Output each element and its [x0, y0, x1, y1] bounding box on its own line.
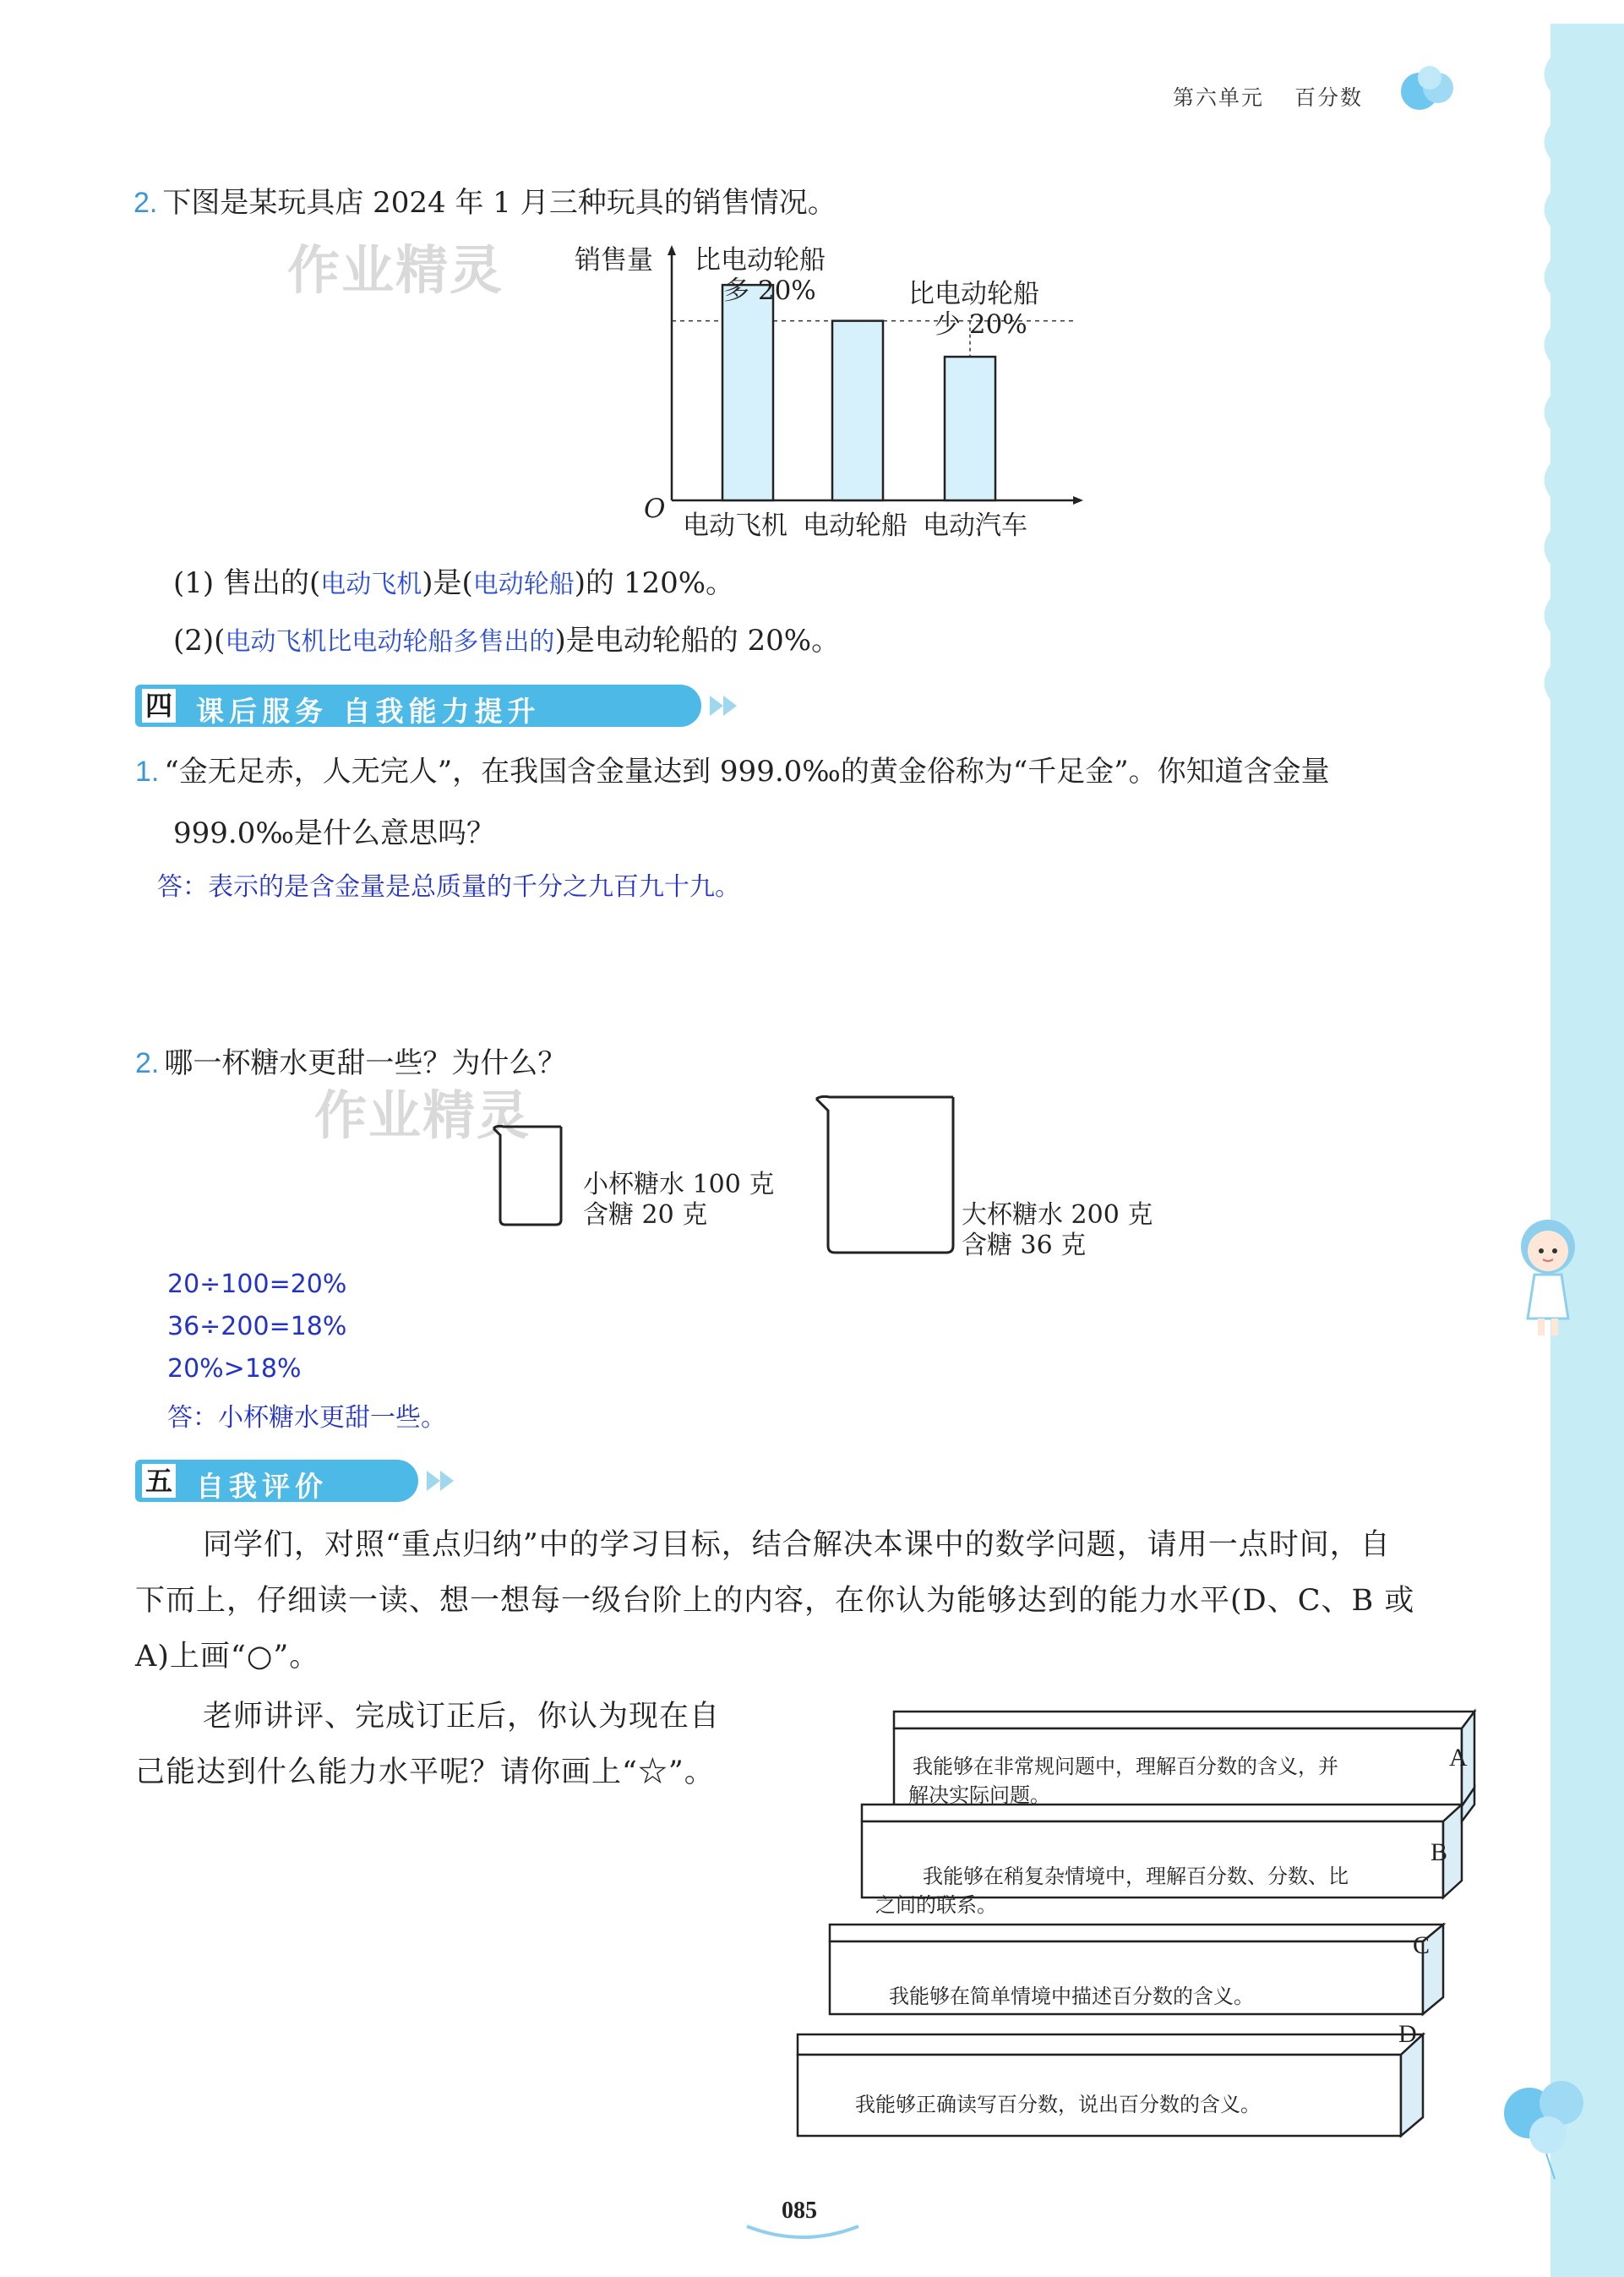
section-5-banner	[135, 1460, 473, 1502]
step-b-letter: B	[1431, 1838, 1448, 1866]
category-label-car: 电动汽车	[923, 511, 1027, 541]
arrow-icon	[723, 696, 737, 716]
page-number-ornament	[744, 2223, 862, 2243]
answer-blank-2: 电动轮船	[472, 570, 575, 599]
small-cup-icon	[488, 1120, 573, 1230]
para-line: 同学们，对照“重点归纳”中的学习目标，结合解决本课中的数学问题，请用一点时间，自	[203, 1528, 1391, 1562]
y-axis-label: 销售量	[575, 245, 653, 276]
balloon-icon	[1496, 2062, 1597, 2181]
topic-label: 百分数	[1294, 85, 1363, 110]
girl-mascot-icon	[1506, 1209, 1590, 1344]
section-title: 自我评价	[196, 1470, 328, 1503]
para-line: A)上画“○”。	[135, 1640, 320, 1674]
para-line: 下而上，仔细读一读、想一想每一级台阶上的内容，在你认为能够达到的能力水平(D、C、B 或	[135, 1584, 1415, 1618]
s4-question-1-line1	[135, 748, 1330, 789]
bar-1	[722, 285, 773, 500]
annotation-plane-line2: 多 20%	[723, 276, 816, 306]
category-label-plane: 电动飞机	[683, 511, 787, 541]
s4-question-2-prompt	[135, 1040, 566, 1081]
work-line-1: 20÷100=20%	[167, 1270, 347, 1299]
section-badge: 五	[142, 1464, 176, 1498]
step-a-text-1: 我能够在非常规问题中，理解百分数的含义，并	[913, 1755, 1338, 1778]
annotation-plane-line1: 比电动轮船	[695, 245, 826, 276]
s4-question-1-line2: 999.0‰是什么意思吗？	[173, 816, 495, 850]
question-number: 2.	[134, 187, 158, 219]
question-2-prompt	[134, 179, 837, 221]
running-header	[1173, 81, 1385, 112]
annotation-car-line1: 比电动轮船	[908, 279, 1039, 309]
sub-question-1	[173, 560, 734, 601]
self-eval-paragraph	[135, 1517, 1496, 1685]
answer-blank-3: 电动飞机比电动轮船多售出的	[225, 627, 555, 657]
s4-question-1-answer: 答：表示的是含金量是总质量的千分之九百九十九。	[157, 872, 740, 902]
text-part: (2)(	[173, 624, 226, 658]
wave-edge	[1538, 24, 1563, 2277]
work-line-2: 36÷200=18%	[167, 1312, 347, 1341]
section-4-banner	[135, 685, 744, 727]
step-d-text: 我能够正确读写百分数，说出百分数的含义。	[855, 2093, 1261, 2116]
step-a-text-2: 解决实际问题。	[908, 1783, 1050, 1807]
step-a-letter: A	[1449, 1744, 1468, 1772]
page-number: 085	[782, 2198, 817, 2224]
large-cup-icon	[811, 1090, 963, 1259]
para-line: 己能达到什么能力水平呢？请你画上“☆”。	[135, 1756, 715, 1789]
question-number: 1.	[135, 756, 160, 788]
bar-2	[832, 321, 883, 500]
bar-3	[945, 357, 995, 500]
balloon-icon	[1394, 59, 1462, 127]
y-axis-arrow	[668, 245, 676, 255]
unit-label: 第六单元	[1173, 85, 1265, 110]
text-part: (1) 售出的(	[173, 566, 321, 600]
question-text: 哪一杯糖水更甜一些？为什么？	[164, 1046, 567, 1080]
arrow-icon	[427, 1471, 440, 1491]
watermark-text: 作业精灵	[314, 1084, 531, 1146]
work-answer: 答：小杯糖水更甜一些。	[167, 1403, 446, 1433]
sub-question-2	[173, 617, 840, 658]
self-eval-paragraph-2	[135, 1689, 777, 1800]
step-c-text: 我能够在简单情境中描述百分数的含义。	[889, 1985, 1254, 2008]
text-part: )的 120%。	[574, 566, 735, 600]
section-badge: 四	[142, 689, 176, 723]
annotation-car-line2: 少 20%	[935, 309, 1027, 340]
category-label-ship: 电动轮船	[803, 511, 907, 541]
step-d-letter: D	[1398, 2020, 1417, 2048]
answer-blank-1: 电动飞机	[320, 570, 422, 599]
small-cup-label-1: 小杯糖水 100 克	[583, 1170, 775, 1199]
question-text: 下图是某玩具店 2024 年 1 月三种玩具的销售情况。	[162, 186, 837, 220]
para-line: 老师讲评、完成订正后，你认为现在自	[203, 1700, 721, 1734]
section-title: 课后服务 自我能力提升	[196, 695, 541, 728]
origin-label: O	[644, 494, 666, 524]
work-line-3: 20%>18%	[167, 1354, 302, 1384]
step-b-text-2: 之间的联系。	[875, 1893, 997, 1917]
x-axis-arrow	[1073, 496, 1083, 505]
question-text: “金无足赤，人无完人”，在我国含金量达到 999.0‰的黄金俗称为“千足金”。你知道含金量	[164, 755, 1330, 789]
arrow-icon	[440, 1471, 454, 1491]
text-part: )是(	[422, 566, 473, 600]
text-part: )是电动轮船的 20%。	[554, 624, 841, 658]
large-cup-label-2: 含糖 36 克	[962, 1231, 1087, 1260]
large-cup-label-1: 大杯糖水 200 克	[962, 1200, 1153, 1230]
watermark-text: 作业精灵	[287, 239, 504, 301]
step-c-letter: C	[1413, 1931, 1431, 1959]
step-b-text-1: 我能够在稍复杂情境中，理解百分数、分数、比	[923, 1865, 1349, 1888]
question-number: 2.	[135, 1047, 160, 1079]
small-cup-label-2: 含糖 20 克	[583, 1200, 708, 1230]
arrow-icon	[710, 696, 723, 716]
